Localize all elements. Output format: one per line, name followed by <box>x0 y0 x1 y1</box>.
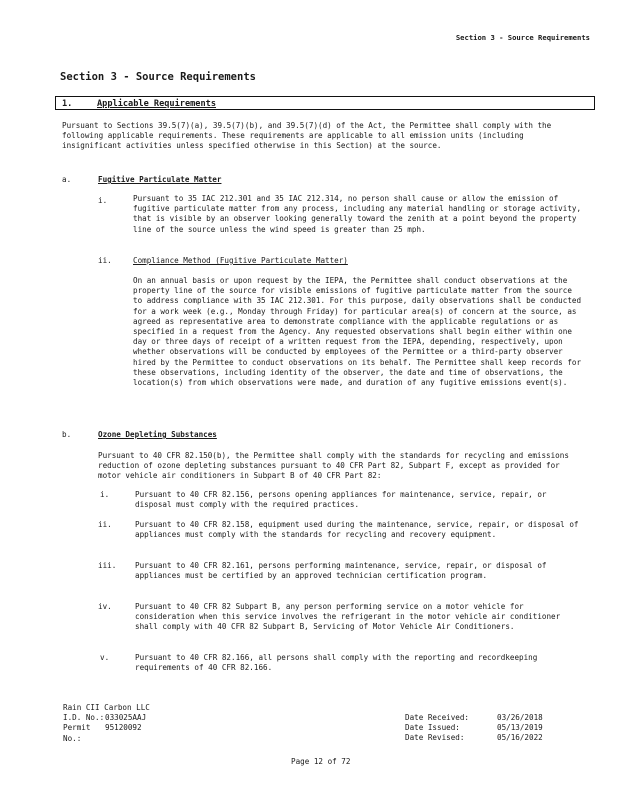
footer-revised-label: Date Revised: <box>405 733 465 743</box>
item-b-i-label: i. <box>100 490 110 499</box>
requirements-number: 1. <box>62 99 73 109</box>
item-b-heading: Ozone Depleting Substances <box>98 430 217 439</box>
item-a-label: a. <box>62 175 72 184</box>
item-a-ii-heading: Compliance Method (Fugitive Particulate Matter) <box>133 256 348 265</box>
item-a-i-text: Pursuant to 35 IAC 212.301 and 35 IAC 212.314, no person shall cause or allow the emission of fugitive particulate matter from any process, including any material handling or storage activity, that is visible by an observer looking generally toward the zenith at a point beyond the property line of the source unless the wind speed is greater than 25 mph. <box>133 194 582 234</box>
requirements-intro: Pursuant to Sections 39.5(7)(a), 39.5(7)(b), and 39.5(7)(d) of the Act, the Permittee shall comply with the following applicable requirements. These requirements are applicable to all emission units (including insignificant activities unless specified otherwise in this Section) at the source. <box>62 121 552 151</box>
item-b-label: b. <box>62 430 72 439</box>
item-a-ii-label: ii. <box>98 256 112 265</box>
footer-permit-value: 95120092 <box>105 723 142 733</box>
footer-id-label: I.D. No.: <box>63 713 105 723</box>
item-a-heading: Fugitive Particulate Matter <box>98 175 222 184</box>
footer-id-value: 033025AAJ <box>105 713 147 723</box>
item-a-i-label: i. <box>98 196 108 205</box>
item-b-i-text: Pursuant to 40 CFR 82.156, persons opening appliances for maintenance, service, repair, or disposal must comply with the required practices. <box>135 490 547 510</box>
footer-received-value: 03/26/2018 <box>497 713 543 722</box>
footer-permit-info <box>63 703 150 744</box>
footer-revised-value: 05/16/2022 <box>497 733 543 743</box>
section-title: Section 3 - Source Requirements <box>60 71 256 83</box>
page-number: Page 12 of 72 <box>291 757 351 766</box>
footer-received-label: Date Received: <box>405 713 470 722</box>
item-b-ii-label: ii. <box>98 520 112 529</box>
footer-permit-row <box>63 723 150 743</box>
item-b-iv-label: iv. <box>98 602 112 611</box>
item-b-iii-label: iii. <box>98 561 117 570</box>
footer-issued-row <box>405 723 543 733</box>
footer-issued-label: Date Issued: <box>405 723 460 733</box>
item-b-ii-text: Pursuant to 40 CFR 82.158, equipment used during the maintenance, service, repair, or disposal of appliances must comply with the standards for recycling and recovery equipment. <box>135 520 579 540</box>
footer-permit-label: Permit No.: <box>63 723 91 743</box>
footer-revised-row <box>405 733 543 743</box>
requirements-heading-rule <box>55 109 595 110</box>
footer-received-row <box>405 713 543 723</box>
footer-company: Rain CII Carbon LLC <box>63 703 150 712</box>
item-a-ii-text: On an annual basis or upon request by the IEPA, the Permittee shall conduct observations at the property line of the source for visible emissions of fugitive particulate matter from the source to address compliance with 35 IAC 212.301. For this purpose, daily observations shall be conducted for a work week (e.g., Monday through Friday) for particular area(s) of concern at the source, as agreed as representative area to demonstrate compliance with the applicable regulations or as specified in a request from the Agency. Any requested observations shall begin either within one day or three days of receipt of a written request from the IEPA, depending, respectively, upon whether observations will be conducted by employees of the Permittee or a third-party observer hired by the Permittee to conduct observations on its behalf. The Permittee shall keep records for these observations, including identity of the observer, the date and time of observations, the location(s) from which observations were made, and duration of any fugitive emissions event(s). <box>133 276 582 388</box>
item-b-iii-text: Pursuant to 40 CFR 82.161, persons performing maintenance, service, repair, or disposal of appliances must be certified by an approved technician certification program. <box>135 561 547 581</box>
requirements-title: Applicable Requirements <box>97 99 216 109</box>
footer-id-row <box>63 713 150 723</box>
item-b-intro: Pursuant to 40 CFR 82.150(b), the Permittee shall comply with the standards for recycling and emissions reduction of ozone depleting substances pursuant to 40 CFR Part 82, Subpart F, except as provided for motor vehicle air conditioners in Subpart B of 40 CFR Part 82: <box>98 451 569 481</box>
item-b-iv-text: Pursuant to 40 CFR 82 Subpart B, any person performing service on a motor vehicle for consideration when this service involves the refrigerant in the motor vehicle air conditioner shall comply with 40 CFR 82 Subpart B, Servicing of Motor Vehicle Air Conditioners. <box>135 602 561 632</box>
footer-dates <box>405 713 543 744</box>
footer-issued-value: 05/13/2019 <box>497 723 543 733</box>
item-b-v-label: v. <box>100 653 110 662</box>
item-b-v-text: Pursuant to 40 CFR 82.166, all persons shall comply with the reporting and recordkeeping requirements of 40 CFR 82.166. <box>135 653 538 673</box>
running-header: Section 3 - Source Requirements <box>455 33 590 42</box>
